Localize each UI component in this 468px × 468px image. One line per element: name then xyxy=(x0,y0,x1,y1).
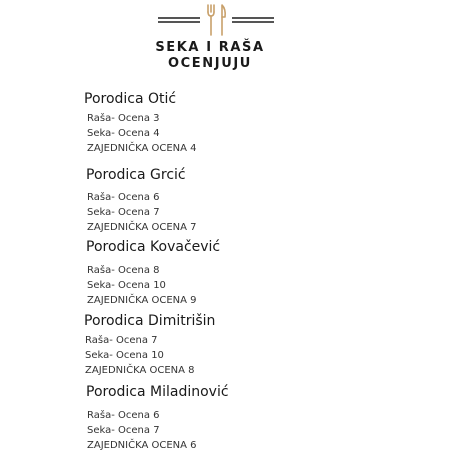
divider-line xyxy=(232,17,274,19)
joint-score: ZAJEDNIČKA OCENA 9 xyxy=(87,295,197,306)
rasa-score: Raša- Ocena 8 xyxy=(87,265,160,276)
rasa-score: Raša- Ocena 7 xyxy=(85,335,158,346)
page-subtitle: OCENJUJU xyxy=(168,56,252,71)
family-name: Porodica Dimitrišin xyxy=(84,313,216,329)
seka-score: Seka- Ocena 7 xyxy=(87,425,160,436)
page-title: SEKA I RAŠA xyxy=(155,40,265,55)
divider-line xyxy=(232,21,274,23)
family-name: Porodica Kovačević xyxy=(86,239,221,255)
divider-line xyxy=(158,17,200,19)
joint-score: ZAJEDNIČKA OCENA 4 xyxy=(87,143,197,154)
right-divider-lines xyxy=(232,17,274,23)
left-divider-lines xyxy=(158,17,200,23)
rasa-score: Raša- Ocena 3 xyxy=(87,113,160,124)
family-name: Porodica Miladinović xyxy=(86,384,229,400)
family-name: Porodica Otić xyxy=(84,91,177,107)
divider-line xyxy=(158,21,200,23)
joint-score: ZAJEDNIČKA OCENA 7 xyxy=(87,222,197,233)
seka-score: Seka- Ocena 10 xyxy=(85,350,164,361)
fork-knife-icon xyxy=(204,3,228,37)
joint-score: ZAJEDNIČKA OCENA 8 xyxy=(85,365,195,376)
seka-score: Seka- Ocena 7 xyxy=(87,207,160,218)
seka-score: Seka- Ocena 4 xyxy=(87,128,160,139)
joint-score: ZAJEDNIČKA OCENA 6 xyxy=(87,440,197,451)
family-name: Porodica Grcić xyxy=(86,167,186,183)
rasa-score: Raša- Ocena 6 xyxy=(87,410,160,421)
rasa-score: Raša- Ocena 6 xyxy=(87,192,160,203)
seka-score: Seka- Ocena 10 xyxy=(87,280,166,291)
header-ornament xyxy=(158,3,274,37)
